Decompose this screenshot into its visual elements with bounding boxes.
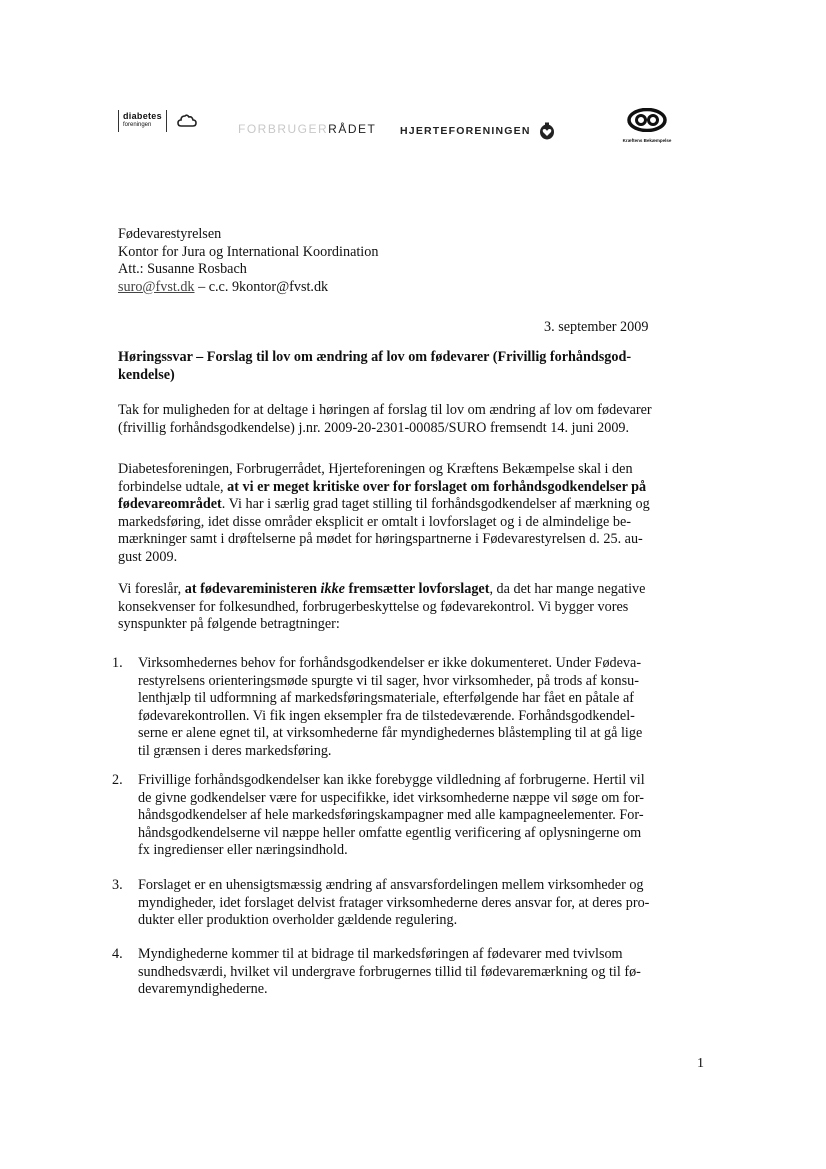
hjerteforeningen-text: HJERTEFORENINGEN bbox=[400, 125, 531, 137]
logo-row bbox=[118, 108, 698, 148]
heart-crest-icon bbox=[539, 122, 555, 140]
letter-date: 3. september 2009 bbox=[544, 319, 649, 335]
diabetesforeningen-logo bbox=[118, 110, 197, 132]
text-line: markedsføring, idet disse områder eksplicit er omtalt i lovforslaget og i de almindelige be- bbox=[118, 513, 631, 530]
hjerteforeningen-logo bbox=[400, 122, 555, 140]
paragraph-intro bbox=[118, 402, 710, 437]
text-line: til grænsen i deres markedsføring. bbox=[138, 742, 332, 759]
forbrugerraadet-logo bbox=[238, 122, 376, 136]
text-span: , da det har mange negative bbox=[489, 581, 646, 597]
text-line: Virksomhedernes behov for forhåndsgodkendelser er ikke dokumenteret. Under Fødeva- bbox=[138, 655, 642, 671]
text-line bbox=[118, 479, 710, 497]
recipient-address bbox=[118, 226, 378, 296]
list-number: 3. bbox=[112, 877, 123, 893]
numbered-point-3 bbox=[112, 877, 712, 930]
letter-subject bbox=[118, 349, 698, 384]
text-line: dukter eller produktion overholder gældende regulering. bbox=[138, 912, 458, 929]
text-line: Forslaget er en uhensigtsmæssig ændring af ansvarsfordelingen mellem virksomheder og bbox=[138, 877, 644, 893]
text-line: konsekvenser for folkesundhed, forbrugerbeskyttelse og fødevarekontrol. Vi bygger vores bbox=[118, 598, 629, 615]
bold-italic-text: ikke bbox=[320, 581, 345, 597]
kraeftens-logo-text: Kræftens Bekæmpelse bbox=[622, 138, 672, 143]
paragraph-proposal bbox=[118, 581, 710, 634]
text-line: lenthjælp til udformning af markedsføringsmateriale, efterfølgende har fået en påtale af bbox=[138, 690, 634, 707]
kraeftens-bekaempelse-logo bbox=[612, 108, 682, 143]
text-line: Diabetesforeningen, Forbrugerrådet, Hjerteforeningen og Kræftens Bekæmpelse skal i den bbox=[118, 461, 633, 477]
text-line: Tak for muligheden for at deltage i høringen af forslag til lov om ændring af lov om fødevarer bbox=[118, 402, 652, 418]
text-line: sundhedsværdi, hvilket vil undergrave forbrugernes tillid til fødevaremærkning og til fø- bbox=[138, 963, 641, 980]
text-span: . Vi har i særlig grad taget stilling til forhåndsgodkendelser af mærkning og bbox=[221, 496, 650, 513]
text-span: Vi foreslår, bbox=[118, 581, 185, 597]
text-line: de givne godkendelser være for uspecifikke, idet virksomhederne næppe vil søge om for- bbox=[138, 789, 644, 806]
cloud-icon bbox=[177, 113, 197, 129]
kraeftens-bekaempelse-icon bbox=[627, 108, 667, 132]
list-number: 1. bbox=[112, 655, 123, 671]
paragraph-position bbox=[118, 461, 710, 567]
bold-text: fremsætter lovforslaget bbox=[344, 581, 490, 597]
bold-text: at fødevareministeren bbox=[184, 581, 321, 597]
list-item bbox=[112, 946, 712, 999]
email-link[interactable]: suro@fvst.dk bbox=[118, 278, 195, 295]
diabetes-logo-text: diabetes bbox=[123, 111, 162, 121]
subject-line: kendelse) bbox=[118, 366, 175, 383]
numbered-point-1 bbox=[112, 655, 712, 761]
list-item bbox=[112, 877, 712, 930]
text-line: fødevarekontrollen. Vi fik ingen eksempler fra de tilstedeværende. Forhåndsgodkendel- bbox=[138, 707, 635, 724]
subject-line: Høringssvar – Forslag til lov om ændring af lov om fødevarer (Frivillig forhåndsgod- bbox=[118, 349, 632, 365]
text-line: mærkninger samt i drøftelserne på mødet for høringspartnerne i Fødevarestyrelsen d. 25. au- bbox=[118, 531, 643, 548]
list-number: 4. bbox=[112, 946, 123, 962]
text-line: Myndighederne kommer til at bidrage til markedsføringen af fødevarer med tvivlsom bbox=[138, 946, 623, 962]
recipient-name: Fødevarestyrelsen bbox=[118, 226, 222, 242]
text-line: gust 2009. bbox=[118, 548, 178, 565]
text-line: Frivillige forhåndsgodkendelser kan ikke forebygge vildledning af forbrugerne. Hertil vil bbox=[138, 772, 645, 788]
text-line: håndsgodkendelserne vil næppe heller omfatte egentlig verificering af oplysningerne om bbox=[138, 824, 642, 841]
foreningen-logo-text: foreningen bbox=[123, 122, 152, 128]
text-span: forbindelse udtale, bbox=[118, 478, 228, 495]
recipient-emails bbox=[118, 279, 378, 297]
raadet-text: RÅDET bbox=[328, 122, 377, 136]
page-number: 1 bbox=[697, 1056, 704, 1071]
list-item bbox=[112, 655, 712, 761]
list-number: 2. bbox=[112, 772, 123, 788]
text-line: synspunkter på følgende betragtninger: bbox=[118, 616, 340, 633]
text-line bbox=[118, 581, 710, 599]
text-line: (frivillig forhåndsgodkendelse) j.nr. 2009-20-2301-00085/SURO fremsendt 14. juni 2009. bbox=[118, 419, 630, 436]
list-item bbox=[112, 772, 712, 860]
forbruger-faint-text: FORBRUGER bbox=[238, 122, 329, 136]
text-line: myndigheder, idet forslaget delvist fratager virksomhederne deres ansvar for, at deres pro- bbox=[138, 894, 650, 911]
text-line bbox=[118, 496, 710, 514]
text-line: serne er alene egnet til, at virksomhederne får myndighedernes blåstempling til at gå lige bbox=[138, 725, 643, 742]
recipient-attention: Att.: Susanne Rosbach bbox=[118, 261, 247, 278]
numbered-point-2 bbox=[112, 772, 712, 860]
text-line: restyrelsens orienteringsmøde spurgte vi til sager, hvor virksomheder, på trods af konsu- bbox=[138, 672, 639, 689]
text-line: fx ingredienser eller næringsindhold. bbox=[138, 842, 348, 859]
text-line: devaremyndighederne. bbox=[138, 981, 268, 998]
numbered-point-4 bbox=[112, 946, 712, 999]
text-line: håndsgodkendelser af hele markedsføringskampagner med alle kampagneelementer. For- bbox=[138, 807, 644, 824]
bold-text: fødevareområdet bbox=[118, 496, 222, 513]
recipient-office: Kontor for Jura og International Koordination bbox=[118, 243, 379, 260]
bold-text: at vi er meget kritiske over for forslaget om forhåndsgodkendelser på bbox=[227, 478, 647, 495]
cc-email: – c.c. 9kontor@fvst.dk bbox=[194, 278, 329, 295]
